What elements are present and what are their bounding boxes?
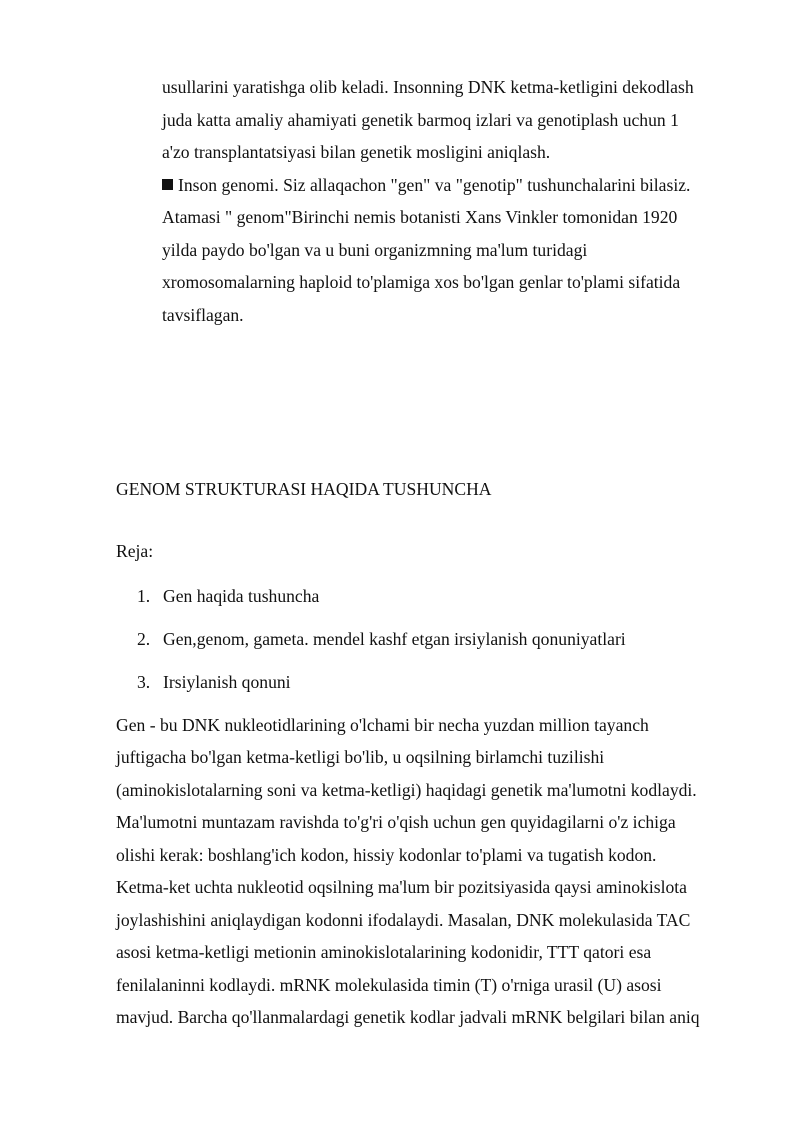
square-bullet-icon bbox=[162, 179, 173, 190]
body-line-1: Gen - bu DNK nukleotidlarining o'lchami bir necha yuzdan million tayanch bbox=[116, 715, 649, 735]
plan-item-number: 3. bbox=[137, 672, 151, 692]
genome-line-1-text: Inson genomi. Siz allaqachon "gen" va "genotip" tushunchalarini bilasiz. bbox=[178, 175, 691, 195]
genome-line-2: Atamasi " genom"Birinchi nemis botanisti Xans Vinkler tomonidan 1920 bbox=[162, 207, 678, 227]
intro-line-2: juda katta amaliy ahamiyati genetik barmoq izlari va genotiplash uchun 1 bbox=[162, 110, 679, 130]
genome-line-3: yilda paydo bo'lgan va u buni organizmning ma'lum turidagi bbox=[162, 240, 588, 260]
plan-item-number: 1. bbox=[137, 586, 151, 606]
body-line-6: Ketma-ket uchta nukleotid oqsilning ma'lum bir pozitsiyasida qaysi aminokislota bbox=[116, 877, 687, 897]
body-line-3: (aminokislotalarning soni va ketma-ketligi) haqidagi genetik ma'lumotni kodlaydi. bbox=[116, 780, 697, 800]
intro-line-1: usullarini yaratishga olib keladi. Insonning DNK ketma-ketligini dekodlash bbox=[162, 77, 694, 97]
genome-line-1 bbox=[162, 169, 690, 201]
body-line-5: olishi kerak: boshlang'ich kodon, hissiy kodonlar to'plami va tugatish kodon. bbox=[116, 845, 657, 865]
genome-line-4: xromosomalarning haploid to'plamiga xos bo'lgan genlar to'plami sifatida bbox=[162, 272, 681, 292]
body-line-9: fenilalaninni kodlaydi. mRNK molekulasida timin (T) o'rniga urasil (U) asosi bbox=[116, 975, 662, 995]
plan-item-number: 2. bbox=[137, 629, 151, 649]
intro-line-3: a'zo transplantatsiyasi bilan genetik mosligini aniqlash. bbox=[162, 142, 551, 162]
body-line-2: juftigacha bo'lgan ketma-ketligi bo'lib, u oqsilning birlamchi tuzilishi bbox=[116, 747, 605, 767]
plan-item bbox=[137, 580, 319, 612]
plan-item-text: Gen haqida tushuncha bbox=[163, 586, 320, 606]
body-line-7: joylashishini aniqlaydigan kodonni ifodalaydi. Masalan, DNK molekulasida TAC bbox=[116, 910, 691, 930]
plan-item bbox=[137, 666, 291, 698]
section-heading: GENOM STRUKTURASI HAQIDA TUSHUNCHA bbox=[116, 479, 492, 499]
genome-line-5: tavsiflagan. bbox=[162, 305, 244, 325]
plan-item-text: Gen,genom, gameta. mendel kashf etgan irsiylanish qonuniyatlari bbox=[163, 629, 626, 649]
plan-item-text: Irsiylanish qonuni bbox=[163, 672, 291, 692]
body-line-8: asosi ketma-ketligi metionin aminokislotalarining kodonidir, TTT qatori esa bbox=[116, 942, 652, 962]
plan-item bbox=[137, 623, 626, 655]
body-line-10: mavjud. Barcha qo'llanmalardagi genetik kodlar jadvali mRNK belgilari bilan aniq bbox=[116, 1007, 700, 1027]
plan-label: Reja: bbox=[116, 541, 154, 561]
body-line-4: Ma'lumotni muntazam ravishda to'g'ri o'qish uchun gen quyidagilarni o'z ichiga bbox=[116, 812, 676, 832]
